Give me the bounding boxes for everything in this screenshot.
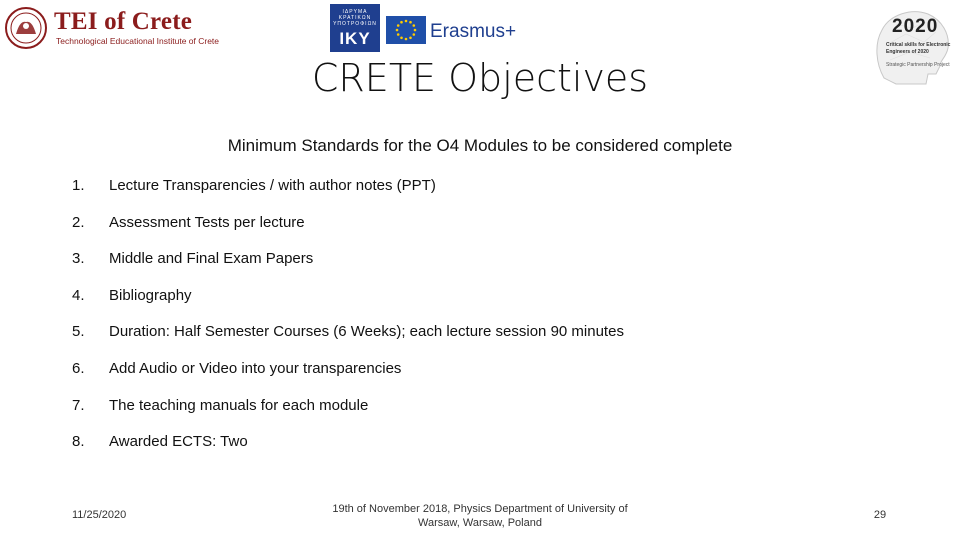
item-text: Assessment Tests per lecture [109,213,305,231]
project-name-line-1: Critical skills for Electronic [886,42,951,48]
item-number: 6. [72,359,85,377]
list-item [72,249,872,286]
footer-date: 11/25/2020 [72,509,127,521]
slide-subtitle: Minimum Standards for the O4 Modules to be considered complete [227,136,733,155]
list-item [72,396,872,433]
item-number: 7. [72,396,85,414]
project-year: 2020 [892,16,939,37]
item-text: Bibliography [109,286,192,304]
eu-flag-icon [386,16,426,44]
tei-name: TEI of Crete [54,8,193,35]
item-number: 5. [72,323,85,341]
iky-greek-text: ΙΔΡΥΜΑ ΚΡΑΤΙΚΩΝ ΥΠΟΤΡΟΦΙΩΝ [333,9,377,27]
item-number: 3. [72,250,85,268]
item-text: Add Audio or Video into your transparencies [109,359,402,377]
list-item [72,213,872,250]
page-number: 29 [873,509,887,521]
list-item [72,322,872,359]
item-number: 2. [72,213,85,231]
item-text: The teaching manuals for each module [109,396,369,414]
list-item [72,432,872,469]
item-number: 8. [72,433,85,451]
item-text: Middle and Final Exam Papers [109,250,314,268]
erasmus-plus-logo: Erasmus+ [430,21,517,42]
tei-crete-logo [4,4,220,50]
footer-event: 19th of November 2018, Physics Department of University of Warsaw, Warsaw, Poland [332,503,628,529]
list-item [72,359,872,396]
iky-text: IKY [339,29,371,48]
project-name-line-2: Engineers of 2020 [886,49,929,55]
item-text: Lecture Transparencies / with author notes (PPT) [109,177,436,194]
item-text: Duration: Half Semester Courses (6 Weeks); each lecture session 90 minutes [109,323,624,341]
iky-logo [330,4,380,52]
tei-subtitle: Technological Educational Institute of Crete [56,36,220,46]
item-number: 1. [72,177,85,194]
tei-seal-icon [4,6,48,50]
list-item [72,286,872,323]
list-item [72,176,872,213]
slide-title: CRETE Objectives [311,56,649,100]
item-number: 4. [72,286,85,304]
objectives-list [72,176,872,469]
item-text: Awarded ECTS: Two [109,433,248,451]
project-name-line-4: Strategic Partnership Project [886,62,950,68]
